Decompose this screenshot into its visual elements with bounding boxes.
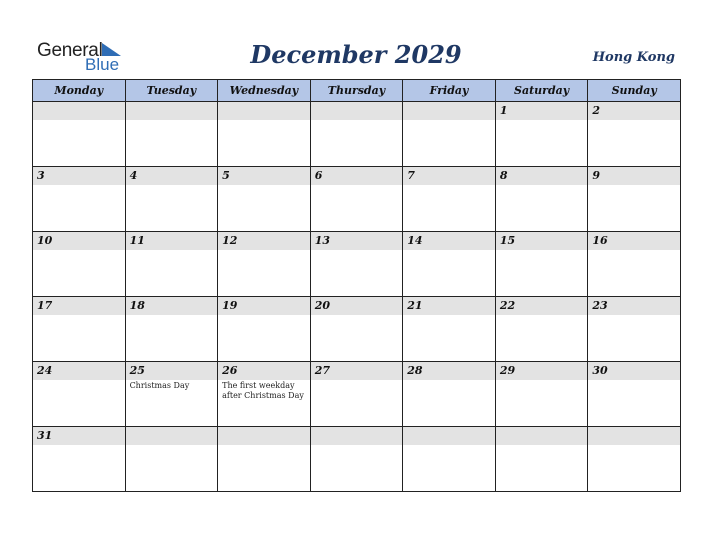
day-number: 20 [311, 297, 403, 315]
day-cell [33, 167, 126, 232]
day-cell [310, 102, 403, 167]
week-row [33, 102, 681, 167]
day-cell [588, 297, 681, 362]
day-number: 23 [588, 297, 680, 315]
day-number [126, 427, 218, 445]
day-number: 1 [496, 102, 588, 120]
weekday-header: Sunday [588, 80, 681, 102]
calendar-grid [32, 79, 681, 492]
day-cell [403, 102, 496, 167]
day-cell [218, 167, 311, 232]
week-row [33, 362, 681, 427]
day-cell [310, 297, 403, 362]
day-cell [33, 232, 126, 297]
day-cell [588, 362, 681, 427]
weekday-header: Friday [403, 80, 496, 102]
day-number: 28 [403, 362, 495, 380]
weekday-header: Saturday [495, 80, 588, 102]
day-number: 7 [403, 167, 495, 185]
week-row [33, 232, 681, 297]
weekday-header: Wednesday [218, 80, 311, 102]
day-number: 19 [218, 297, 310, 315]
day-cell [403, 167, 496, 232]
day-number: 4 [126, 167, 218, 185]
day-number: 26 [218, 362, 310, 380]
day-number [218, 102, 310, 120]
day-cell [588, 427, 681, 492]
day-number: 6 [311, 167, 403, 185]
day-cell [33, 297, 126, 362]
day-number: 12 [218, 232, 310, 250]
day-number: 18 [126, 297, 218, 315]
day-cell [33, 362, 126, 427]
day-number: 25 [126, 362, 218, 380]
day-number: 21 [403, 297, 495, 315]
day-cell [403, 297, 496, 362]
day-cell [125, 232, 218, 297]
day-number: 29 [496, 362, 588, 380]
day-cell [125, 427, 218, 492]
day-number: 13 [311, 232, 403, 250]
day-cell [125, 297, 218, 362]
week-row [33, 427, 681, 492]
day-cell [33, 427, 126, 492]
day-cell [588, 232, 681, 297]
day-number: 2 [588, 102, 680, 120]
day-cell [403, 427, 496, 492]
day-number: 24 [33, 362, 125, 380]
day-number: 11 [126, 232, 218, 250]
day-number [311, 102, 403, 120]
day-number [126, 102, 218, 120]
logo-text-blue: Blue [85, 55, 120, 74]
day-cell [218, 297, 311, 362]
day-cell [588, 102, 681, 167]
day-number [311, 427, 403, 445]
day-cell [310, 362, 403, 427]
day-number [588, 427, 680, 445]
day-number [33, 102, 125, 120]
day-number: 15 [496, 232, 588, 250]
day-cell [495, 167, 588, 232]
day-cell [218, 102, 311, 167]
week-row [33, 297, 681, 362]
day-cell [125, 167, 218, 232]
holiday-label: The first weekday after Christmas Day [222, 381, 304, 400]
day-number: 14 [403, 232, 495, 250]
day-number: 17 [33, 297, 125, 315]
day-number [496, 427, 588, 445]
day-number: 16 [588, 232, 680, 250]
day-cell [588, 167, 681, 232]
day-cell [310, 167, 403, 232]
day-number: 8 [496, 167, 588, 185]
day-cell [495, 427, 588, 492]
region-label: Hong Kong [592, 50, 675, 65]
day-number: 30 [588, 362, 680, 380]
day-cell [218, 427, 311, 492]
day-cell [310, 232, 403, 297]
day-cell [33, 102, 126, 167]
day-cell [218, 362, 311, 427]
week-row [33, 167, 681, 232]
calendar-title: December 2029 [250, 40, 462, 69]
day-number: 9 [588, 167, 680, 185]
weekday-header: Thursday [310, 80, 403, 102]
day-number [218, 427, 310, 445]
weekday-header: Monday [33, 80, 126, 102]
weekday-header-row [33, 80, 681, 102]
day-number [403, 102, 495, 120]
day-cell [403, 232, 496, 297]
weekday-header: Tuesday [125, 80, 218, 102]
day-cell [403, 362, 496, 427]
day-cell [125, 102, 218, 167]
day-cell [218, 232, 311, 297]
day-number: 31 [33, 427, 125, 445]
day-cell [495, 102, 588, 167]
day-cell [310, 427, 403, 492]
day-cell [495, 362, 588, 427]
day-cell [495, 232, 588, 297]
day-number: 10 [33, 232, 125, 250]
day-number [403, 427, 495, 445]
holiday-label: Christmas Day [129, 381, 190, 390]
day-number: 3 [33, 167, 125, 185]
day-number: 5 [218, 167, 310, 185]
day-cell [495, 297, 588, 362]
day-number: 22 [496, 297, 588, 315]
logo-text-general: General [37, 40, 103, 61]
day-cell [125, 362, 218, 427]
day-number: 27 [311, 362, 403, 380]
